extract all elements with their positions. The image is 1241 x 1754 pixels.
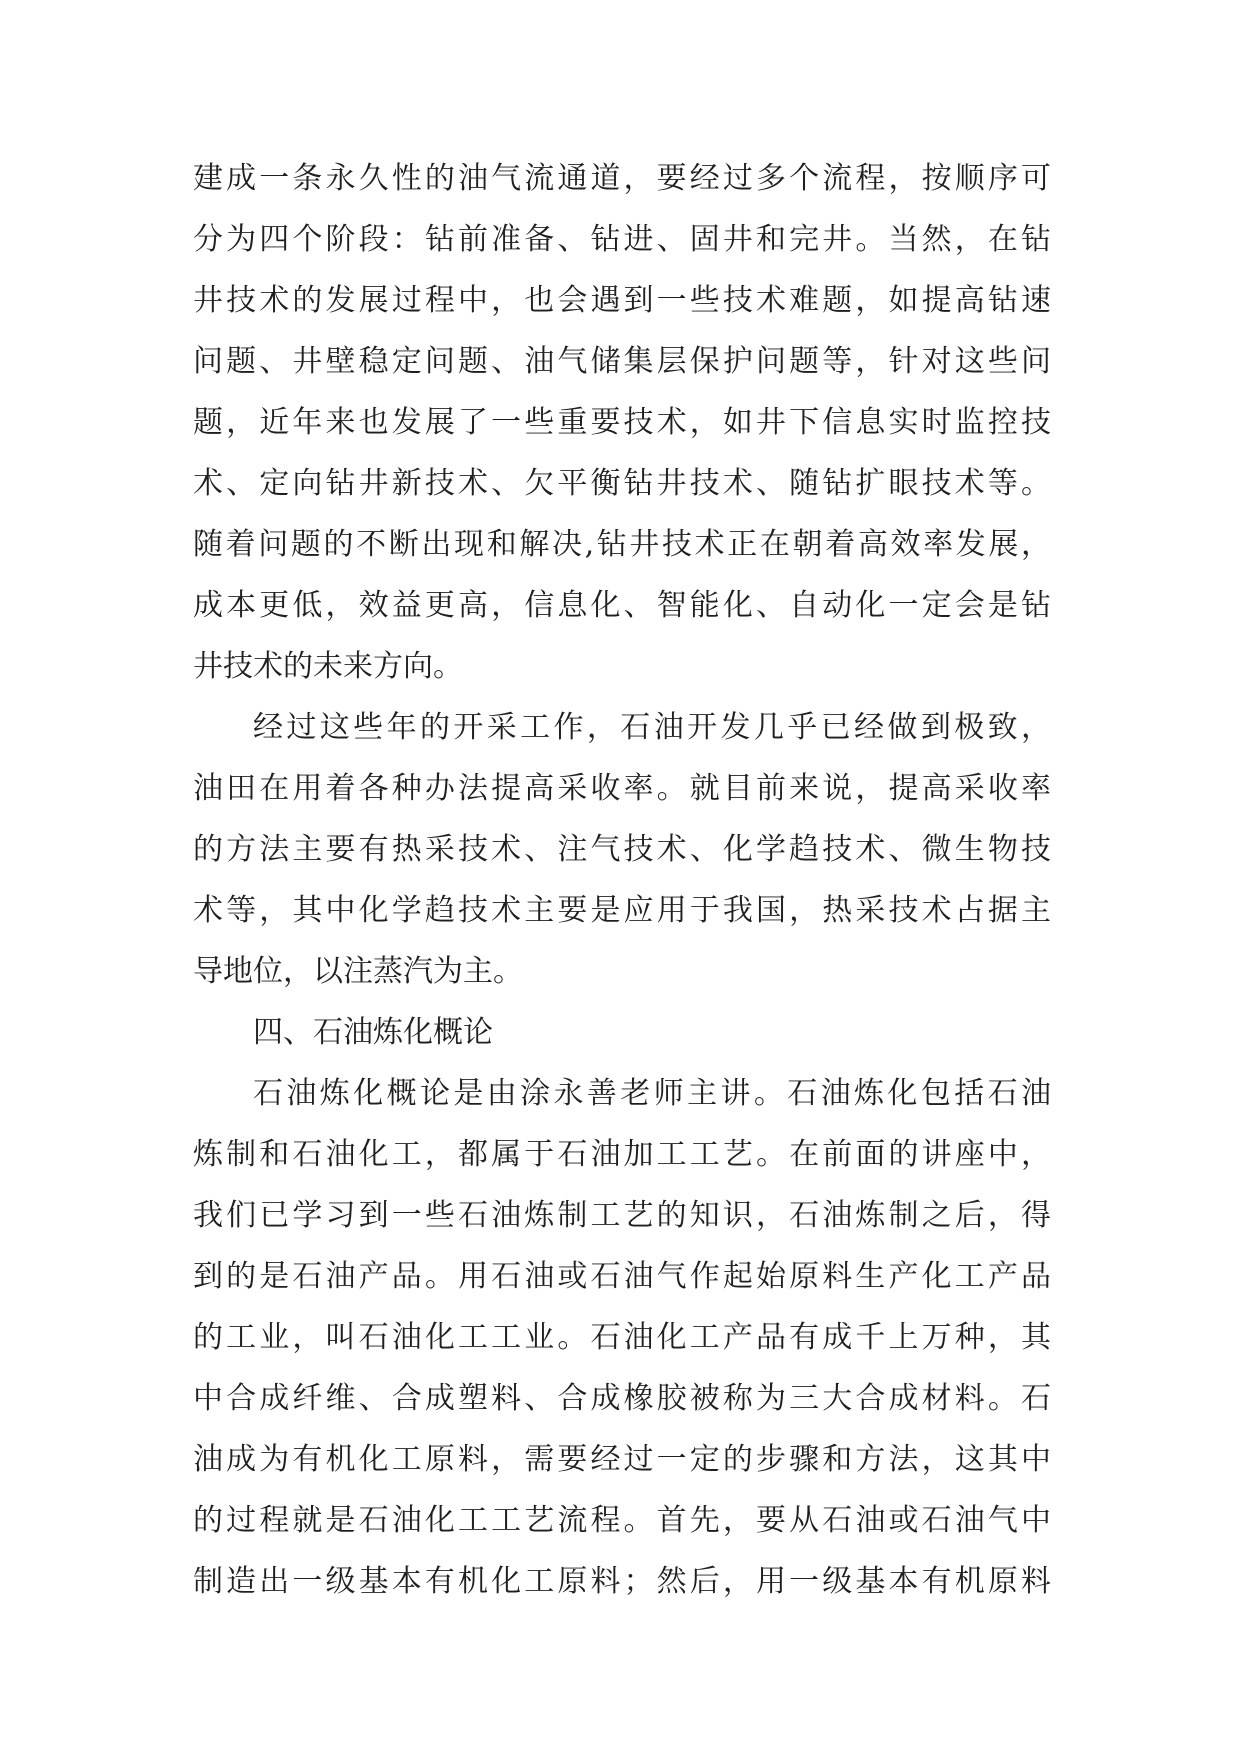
text-line: 的方法主要有热采技术、注气技术、化学趋技术、微生物技 [193,832,1051,867]
text-line: 到的是石油产品。用石油或石油气作起始原料生产化工产品 [193,1259,1051,1294]
text-line: 炼制和石油化工，都属于石油加工工艺。在前面的讲座中， [193,1137,1051,1172]
text-line: 我们已学习到一些石油炼制工艺的知识，石油炼制之后，得 [193,1198,1051,1233]
text-line: 油田在用着各种办法提高采收率。就目前来说，提高采收率 [193,771,1051,806]
text-line: 井技术的未来方向。 [193,649,463,684]
document-body [193,148,1051,1612]
text-line: 导地位，以注蒸汽为主。 [193,954,523,989]
text-line: 建成一条永久性的油气流通道，要经过多个流程，按顺序可 [193,161,1051,196]
text-line: 术等，其中化学趋技术主要是应用于我国，热采技术占据主 [193,893,1051,928]
text-line: 随着问题的不断出现和解决,钻井技术正在朝着高效率发展， [193,527,1051,562]
text-line: 术、定向钻井新技术、欠平衡钻井技术、随钻扩眼技术等。 [193,466,1051,501]
text-line: 成本更低，效益更高，信息化、智能化、自动化一定会是钻 [193,588,1051,623]
text-line: 石油炼化概论是由涂永善老师主讲。石油炼化包括石油 [253,1076,1051,1111]
text-line: 制造出一级基本有机化工原料；然后，用一级基本有机原料 [193,1564,1051,1599]
text-line: 井技术的发展过程中，也会遇到一些技术难题，如提高钻速 [193,283,1051,318]
text-line: 中合成纤维、合成塑料、合成橡胶被称为三大合成材料。石 [193,1381,1051,1416]
text-line: 的过程就是石油化工工艺流程。首先，要从石油或石油气中 [193,1503,1051,1538]
text-line: 题，近年来也发展了一些重要技术，如井下信息实时监控技 [193,405,1051,440]
text-line: 经过这些年的开采工作，石油开发几乎已经做到极致， [253,710,1051,745]
text-line: 分为四个阶段：钻前准备、钻进、固井和完井。当然，在钻 [193,222,1051,257]
text-line: 的工业，叫石油化工工业。石油化工产品有成千上万种，其 [193,1320,1051,1355]
text-line: 油成为有机化工原料，需要经过一定的步骤和方法，这其中 [193,1442,1051,1477]
section-heading: 四、石油炼化概论 [253,1015,493,1050]
text-line: 问题、井壁稳定问题、油气储集层保护问题等，针对这些问 [193,344,1051,379]
